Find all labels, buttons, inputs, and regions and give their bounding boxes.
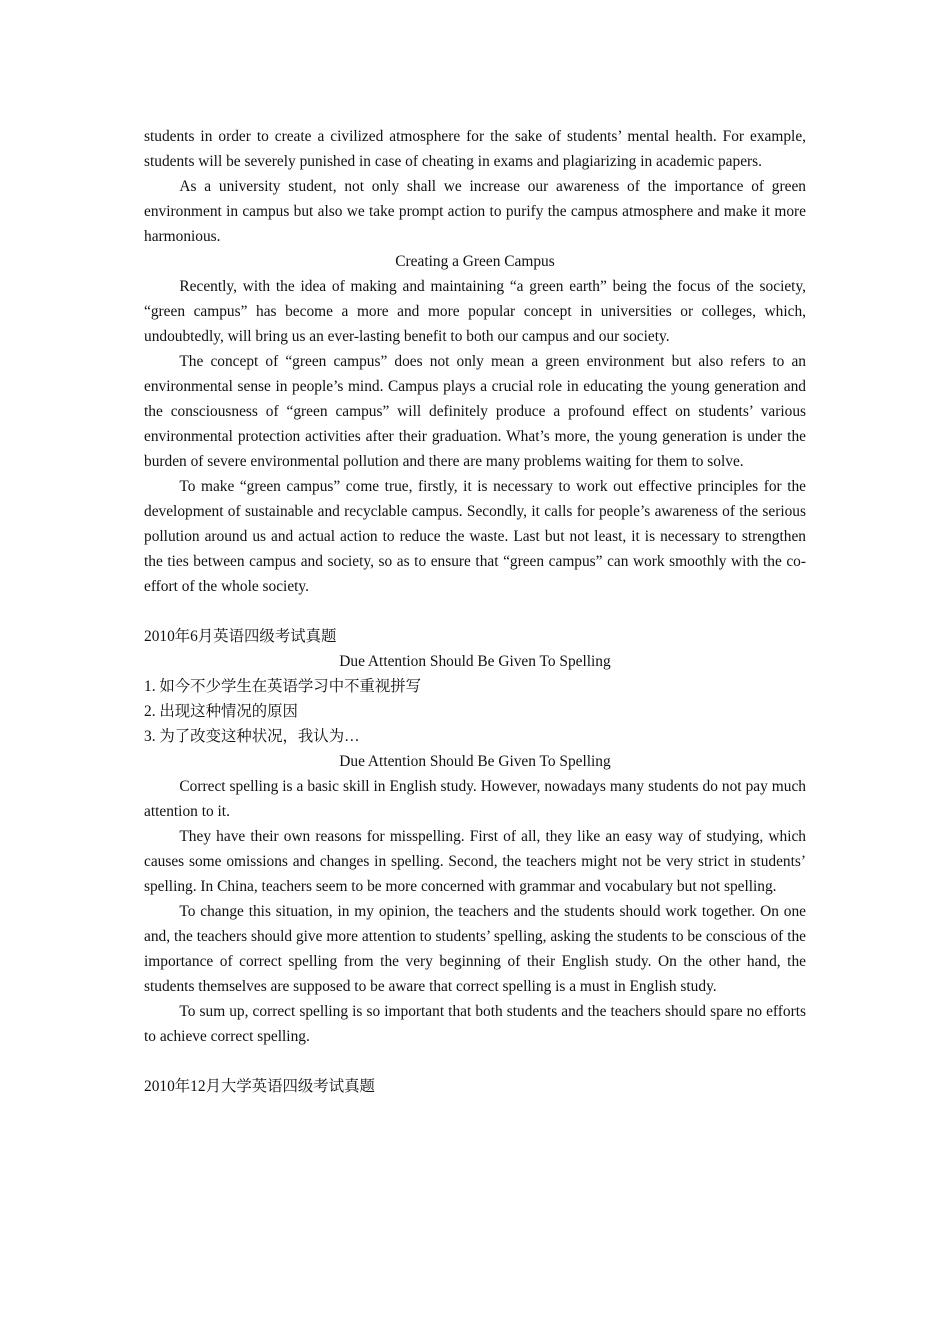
- green-campus-paragraph-3: To make “green campus” come true, firstly, it is necessary to work out effective principles for the development of sustainable and recyclable campus. Secondly, it calls for people’s awareness of the serious pollution around us and actual action to reduce the waste. Last but not least, it is necessary to strengthen the ties between campus and society, so as to ensure that “green campus” can work smoothly with the co-effort of the whole society.: [144, 478, 806, 595]
- green-campus-paragraph-1: Recently, with the idea of making and maintaining “a green earth” being the focus of the society, “green campus” has become a more and more popular concept in universities or colleges, which, undoubtedly, will bring us an ever-lasting benefit to both our campus and our society.: [144, 278, 806, 345]
- spelling-paragraph-1: Correct spelling is a basic skill in English study. However, nowadays many students do not pay much attention to it.: [144, 778, 806, 820]
- green-campus-paragraph-2: The concept of “green campus” does not only mean a green environment but also refers to an environmental sense in people’s mind. Campus plays a crucial role in educating the young generation and the consciousness of “green campus” will definitely produce a profound effect on students’ various environmental protection activities after their graduation. What’s more, the young generation is under the burden of severe environmental pollution and there are many problems waiting for them to solve.: [144, 353, 806, 470]
- exam-heading-june-2010: 2010年6月英语四级考试真题: [144, 628, 337, 645]
- outline-item-3: 3. 为了改变这种状况，我认为…: [144, 728, 360, 745]
- spacer: [144, 599, 806, 624]
- outline-item-1: 1. 如今不少学生在英语学习中不重视拼写: [144, 678, 422, 695]
- paragraph-university-student: As a university student, not only shall we increase our awareness of the importance of green environment in campus but also we take prompt action to purify the campus atmosphere and make it more harmonious.: [144, 178, 806, 245]
- spelling-paragraph-4: To sum up, correct spelling is so important that both students and the teachers should spare no efforts to achieve correct spelling.: [144, 1003, 806, 1045]
- outline-item-2: 2. 出现这种情况的原因: [144, 703, 298, 720]
- spelling-paragraph-3: To change this situation, in my opinion, the teachers and the students should work together. On one and, the teachers should give more attention to students’ spelling, asking the students to be conscious of the importance of correct spelling from the very beginning of their English study. On the other hand, the students themselves are supposed to be aware that correct spelling is a must in English study.: [144, 903, 806, 995]
- document-page: [144, 124, 806, 1099]
- spelling-paragraph-2: They have their own reasons for misspelling. First of all, they like an easy way of studying, which causes some omissions and changes in spelling. Second, the teachers might not be very strict in students’ spelling. In China, teachers seem to be more concerned with grammar and vocabulary but not spelling.: [144, 828, 806, 895]
- spacer: [144, 1049, 806, 1074]
- prompt-title-spelling: Due Attention Should Be Given To Spelling: [339, 653, 611, 670]
- essay-title-spelling: Due Attention Should Be Given To Spelling: [339, 753, 611, 770]
- essay-title-green-campus: Creating a Green Campus: [395, 253, 555, 270]
- exam-heading-dec-2010: 2010年12月大学英语四级考试真题: [144, 1078, 375, 1095]
- paragraph-continued: students in order to create a civilized atmosphere for the sake of students’ mental health. For example, students will be severely punished in case of cheating in exams and plagiarizing in academic papers.: [144, 128, 806, 170]
